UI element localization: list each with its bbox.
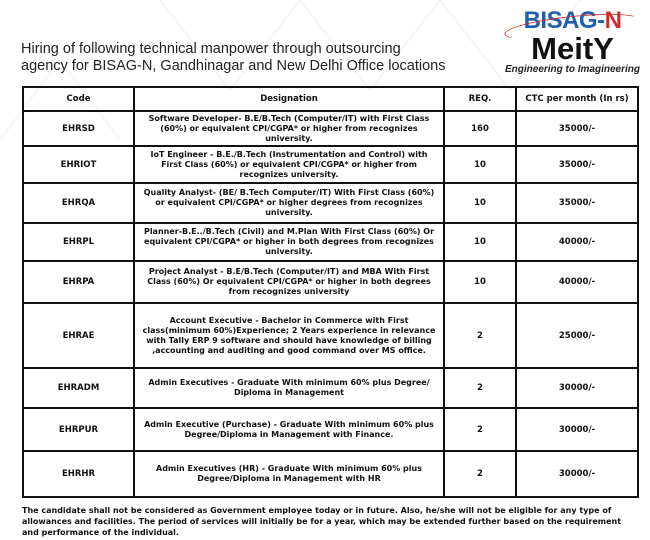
header-req: REQ. [444, 87, 516, 111]
header-ctc: CTC per month (In rs) [516, 87, 638, 111]
cell-ctc: 40000/- [516, 261, 638, 303]
cell-req: 10 [444, 146, 516, 183]
cell-req: 10 [444, 223, 516, 261]
cell-req: 2 [444, 303, 516, 368]
table-row [23, 111, 638, 146]
header-designation: Designation [134, 87, 444, 111]
cell-code: EHRADM [23, 368, 134, 408]
cell-designation: Admin Executives - Graduate With minimum 60% plus Degree/ Diploma in Management [134, 368, 444, 408]
cell-designation: IoT Engineer - B.E./B.Tech (Instrumentation and Control) with First Class (60%) or equivalent CPI/CGPA* or higher from recognizes university. [134, 146, 444, 183]
cell-designation: Admin Executives (HR) - Graduate With minimum 60% plus Degree/Diploma in Management with HR [134, 451, 444, 497]
cell-ctc: 30000/- [516, 451, 638, 497]
cell-designation: Account Executive - Bachelor in Commerce with First class(minimum 60%)Experience; 2 Years experience in relevance with Tally ERP 9 software and should have knowledge of billing ,accounting and auditing and good command over MS office. [134, 303, 444, 368]
cell-req: 2 [444, 408, 516, 451]
cell-ctc: 40000/- [516, 223, 638, 261]
cell-ctc: 30000/- [516, 368, 638, 408]
cell-designation: Software Developer- B.E/B.Tech (Computer/IT) with First Class (60%) or equivalent CPI/CGPA* or higher from recognizes university. [134, 111, 444, 146]
cell-designation: Quality Analyst- (BE/ B.Tech Computer/IT) With First Class (60%) or equivalent CPI/CGPA* or higher degrees from recognizes university. [134, 183, 444, 223]
cell-req: 10 [444, 183, 516, 223]
cell-code: EHRQA [23, 183, 134, 223]
cell-ctc: 35000/- [516, 183, 638, 223]
cell-code: EHRPL [23, 223, 134, 261]
cell-code: EHRHR [23, 451, 134, 497]
bisag-meity-logo [500, 2, 645, 78]
cell-designation: Project Analyst - B.E/B.Tech (Computer/IT) and MBA With First Class (60%) Or equivalent CPI/CGPA* or higher in both degrees from recognizes university [134, 261, 444, 303]
cell-code: EHRIOT [23, 146, 134, 183]
table-row [23, 223, 638, 261]
table-row [23, 368, 638, 408]
table-header-row [23, 87, 638, 111]
table-row [23, 261, 638, 303]
cell-ctc: 30000/- [516, 408, 638, 451]
header-code: Code [23, 87, 134, 111]
logo-tagline: Engineering to Imagineering [504, 64, 640, 75]
cell-designation: Admin Executive (Purchase) - Graduate With minimum 60% plus Degree/Diploma in Management with Finance. [134, 408, 444, 451]
cell-code: EHRAE [23, 303, 134, 368]
logo-bisag: BISAG-N [523, 7, 622, 34]
table-row [23, 303, 638, 368]
positions-table [22, 86, 639, 498]
cell-req: 160 [444, 111, 516, 146]
page-title [21, 41, 491, 75]
title-line-2: agency for BISAG-N, Gandhinagar and New Delhi Office locations [21, 58, 446, 74]
table-row [23, 146, 638, 183]
cell-req: 10 [444, 261, 516, 303]
cell-req: 2 [444, 451, 516, 497]
logo-meity: MeitY [531, 31, 614, 66]
title-line-1: Hiring of following technical manpower through outsourcing [21, 41, 401, 57]
table-row [23, 408, 638, 451]
table-row [23, 451, 638, 497]
cell-ctc: 35000/- [516, 146, 638, 183]
disclaimer-note: The candidate shall not be considered as Government employee today or in future. Also, he/she will not be eligible for any type of allowances and facilities. The period of services will initially be for a year, which may be extended further based on the requirement and performance of the individual. [22, 506, 622, 537]
cell-ctc: 25000/- [516, 303, 638, 368]
cell-code: EHRPA [23, 261, 134, 303]
cell-req: 2 [444, 368, 516, 408]
cell-code: EHRSD [23, 111, 134, 146]
table-row [23, 183, 638, 223]
cell-designation: Planner-B.E../B.Tech (Civil) and M.Plan With First Class (60%) Or equivalent CPI/CGPA* or higher in both degrees from recognizes university. [134, 223, 444, 261]
cell-code: EHRPUR [23, 408, 134, 451]
cell-ctc: 35000/- [516, 111, 638, 146]
